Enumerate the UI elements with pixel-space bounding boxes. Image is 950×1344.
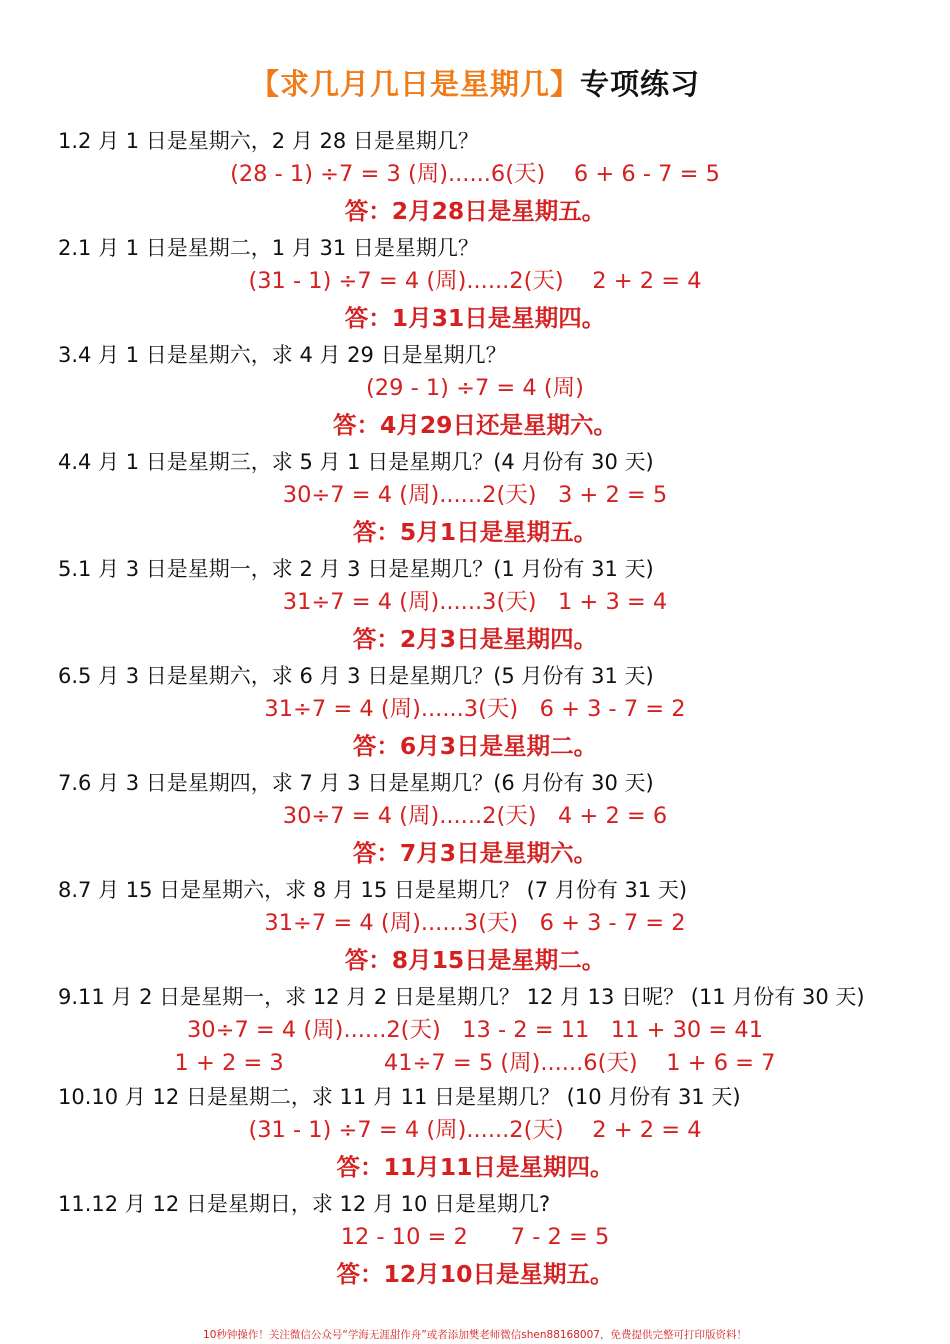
- problem-item: [0, 231, 950, 338]
- problem-item: [0, 1187, 950, 1294]
- problem-question: 1.2 月 1 日是星期六，2 月 28 日是星期几？: [58, 129, 479, 153]
- problem-item: [0, 445, 950, 552]
- problem-item: [0, 1080, 950, 1187]
- problem-answer: 答：11月11日是星期四。: [336, 1153, 614, 1181]
- footer-notice: 10秒钟操作！关注微信公众号“学海无涯甜作舟”或者添加樊老师微信shen88168007，免费提供完整可打印版资料！: [203, 1329, 747, 1341]
- problem-work-line: 1 + 2 = 3 41÷7 = 5 (周)......6(天) 1 + 6 = 7: [174, 1050, 776, 1076]
- problem-item: [0, 766, 950, 873]
- problem-work-line: (29 - 1) ÷7 = 4 (周): [366, 375, 584, 401]
- problem-question: 10.10 月 12 日是星期二，求 11 月 11 日是星期几？ (10 月份有 31 天): [58, 1085, 741, 1109]
- problem-question: 2.1 月 1 日是星期二，1 月 31 日是星期几？: [58, 236, 479, 260]
- problem-list: [0, 124, 950, 1294]
- problem-answer: 答：12月10日是星期五。: [336, 1260, 614, 1288]
- problem-work-line: (31 - 1) ÷7 = 4 (周)......2(天) 2 + 2 = 4: [248, 1117, 702, 1143]
- problem-item: [0, 552, 950, 659]
- problem-work-line: 31÷7 = 4 (周)......3(天) 6 + 3 - 7 = 2: [264, 910, 686, 936]
- problem-answer: 答：8月15日是星期二。: [344, 946, 606, 974]
- problem-question: 4.4 月 1 日是星期三，求 5 月 1 日是星期几？(4 月份有 30 天): [58, 450, 654, 474]
- title-rest: 专项练习: [580, 67, 701, 101]
- problem-question: 8.7 月 15 日是星期六，求 8 月 15 日是星期几？ (7 月份有 31 天): [58, 878, 688, 902]
- title-highlight: 【求几月几日是星期几】: [249, 67, 580, 101]
- problem-answer: 答：2月3日是星期四。: [352, 625, 598, 653]
- problem-item: [0, 338, 950, 445]
- problem-question: 11.12 月 12 日是星期日，求 12 月 10 日是星期几?: [58, 1192, 551, 1216]
- problem-answer: 答：5月1日是星期五。: [352, 518, 598, 546]
- problem-question: 6.5 月 3 日是星期六，求 6 月 3 日是星期几？(5 月份有 31 天): [58, 664, 654, 688]
- problem-work-line: 31÷7 = 4 (周)......3(天) 6 + 3 - 7 = 2: [264, 696, 686, 722]
- problem-work-line: 30÷7 = 4 (周)......2(天) 13 - 2 = 11 11 + 30 = 41: [186, 1017, 764, 1043]
- problem-answer: 答：6月3日是星期二。: [352, 732, 598, 760]
- problem-work-line: 31÷7 = 4 (周)......3(天) 1 + 3 = 4: [282, 589, 668, 615]
- problem-item: [0, 873, 950, 980]
- problem-work-line: (31 - 1) ÷7 = 4 (周)......2(天) 2 + 2 = 4: [248, 268, 702, 294]
- page-title: [0, 62, 950, 103]
- problem-work-line: 12 - 10 = 2 7 - 2 = 5: [340, 1224, 610, 1250]
- problem-question: 5.1 月 3 日是星期一，求 2 月 3 日是星期几？(1 月份有 31 天): [58, 557, 654, 581]
- problem-item: [0, 980, 950, 1080]
- problem-work-line: 30÷7 = 4 (周)......2(天) 3 + 2 = 5: [282, 482, 668, 508]
- problem-answer: 答：4月29日还是星期六。: [332, 411, 618, 439]
- problem-item: [0, 659, 950, 766]
- problem-question: 9.11 月 2 日是星期一，求 12 月 2 日是星期几？ 12 月 13 日呢？ (11 月份有 30 天): [58, 985, 865, 1009]
- problem-work-line: (28 - 1) ÷7 = 3 (周)......6(天) 6 + 6 - 7 = 5: [230, 161, 720, 187]
- problem-answer: 答：1月31日是星期四。: [344, 304, 606, 332]
- problem-item: [0, 124, 950, 231]
- problem-question: 3.4 月 1 日是星期六，求 4 月 29 日是星期几？: [58, 343, 507, 367]
- problem-question: 7.6 月 3 日是星期四，求 7 月 3 日是星期几？(6 月份有 30 天): [58, 771, 654, 795]
- problem-work-line: 30÷7 = 4 (周)......2(天) 4 + 2 = 6: [282, 803, 668, 829]
- problem-answer: 答：7月3日是星期六。: [352, 839, 598, 867]
- problem-answer: 答：2月28日是星期五。: [344, 197, 606, 225]
